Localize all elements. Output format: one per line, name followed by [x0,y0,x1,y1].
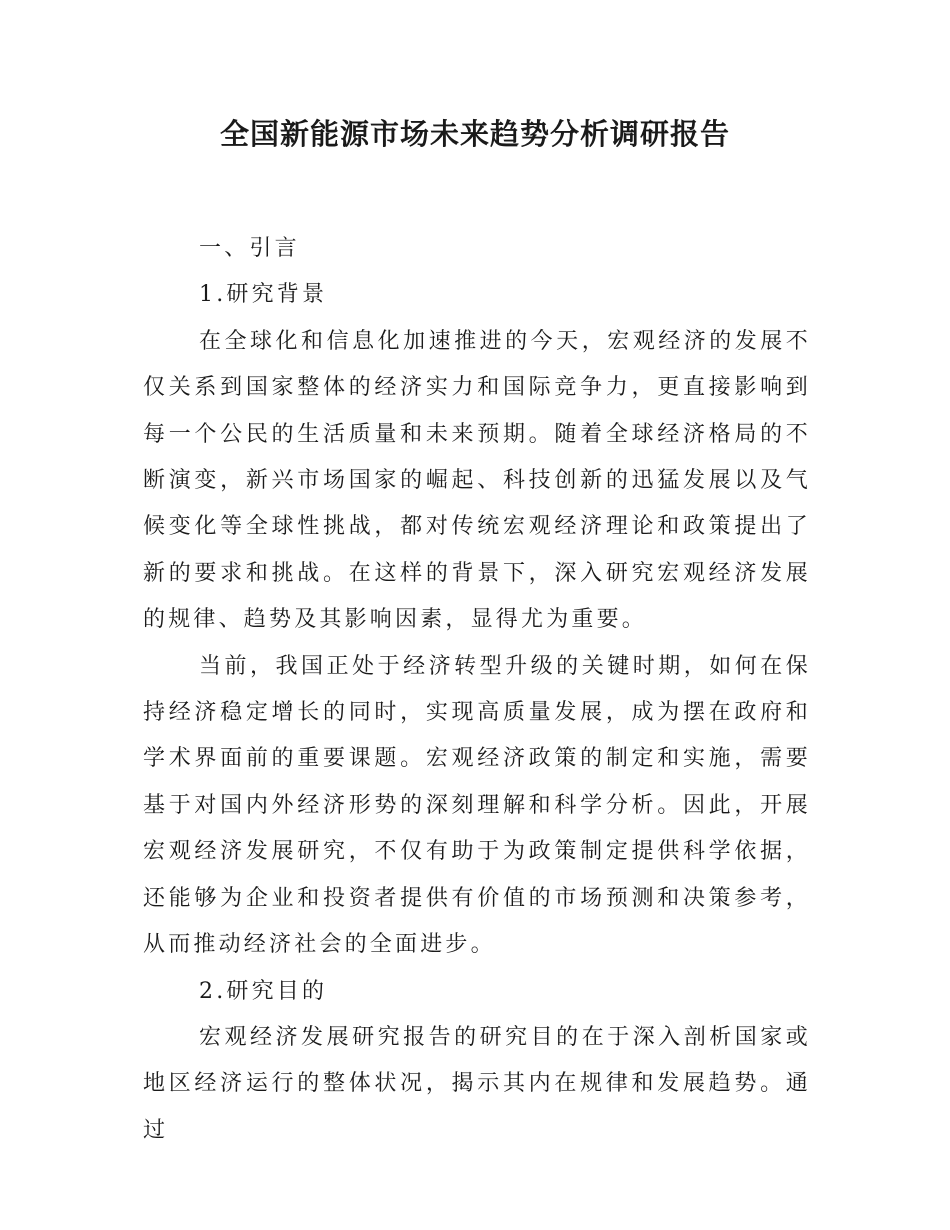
subsection-heading-research-purpose: 2.研究目的 [199,978,328,1004]
paragraph-purpose: 宏观经济发展研究报告的研究目的在于深入剖析国家或地区经济运行的整体状况，揭示其内在规律和发展趋势。通过 [143,1024,811,1143]
document-body [143,226,811,1154]
paragraph-background-1: 在全球化和信息化加速推进的今天，宏观经济的发展不仅关系到国家整体的经济实力和国际竞争力，更直接影响到每一个公民的生活质量和未来预期。随着全球经济格局的不断演变，新兴市场国家的崛起、科技创新的迅猛发展以及气候变化等全球性挑战，都对传统宏观经济理论和政策提出了新的要求和挑战。在这样的背景下，深入研究宏观经济发展的规律、趋势及其影响因素，显得尤为重要。 [143,328,811,633]
document-title: 全国新能源市场未来趋势分析调研报告 [219,117,730,151]
paragraph-background-2: 当前，我国正处于经济转型升级的关键时期，如何在保持经济稳定增长的同时，实现高质量发展，成为摆在政府和学术界面前的重要课题。宏观经济政策的制定和实施，需要基于对国内外经济形势的深刻理解和科学分析。因此，开展宏观经济发展研究，不仅有助于为政策制定提供科学依据，还能够为企业和投资者提供有价值的市场预测和决策参考，从而推动经济社会的全面进步。 [143,653,811,958]
subsection-heading-research-background: 1.研究背景 [199,282,328,308]
section-heading-introduction: 一、引言 [199,236,300,261]
